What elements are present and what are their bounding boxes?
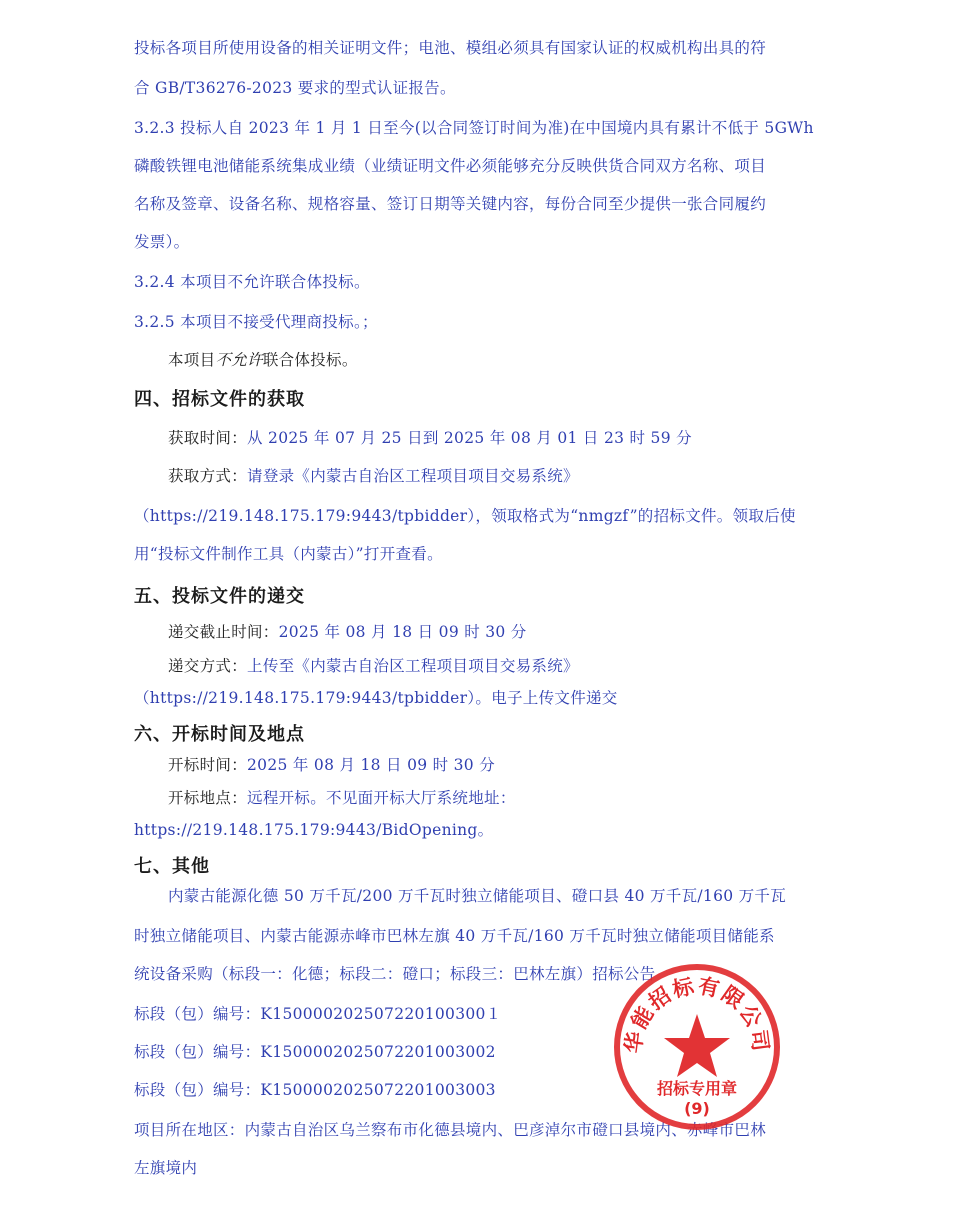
field-label: 获取方式： [168,467,248,485]
seal-sub-text: 招标专用章 [656,1079,738,1098]
text-line: 投标各项目所使用设备的相关证明文件；电池、模组必须具有国家认证的权威机构出具的符 [134,39,767,57]
section-heading-5: 五、投标文件的递交 [134,586,305,607]
text-line: （https://219.148.175.179:9443/tpbidder）。电子上传文件递交 [134,689,618,707]
field-value: 2025 年 08 月 18 日 09 时 30 分 [247,756,495,774]
text-line: 用“投标文件制作工具（内蒙古）”打开查看。 [134,545,443,563]
text-line [168,622,527,642]
text-line [168,350,358,370]
text-fragment: 本项目 [168,351,216,369]
text-line: 合 GB/T36276-2023 要求的型式认证报告。 [134,79,456,97]
field-label: 获取时间： [168,429,248,447]
text-line: 时独立储能项目、内蒙古能源赤峰市巴林左旗 40 万千瓦/160 万千瓦时独立储能项目储能系 [134,927,775,945]
field-label: 开标时间： [168,756,248,774]
field-label: 开标地点： [168,789,248,807]
text-fragment: 联合体投标。 [262,351,358,369]
text-line [168,788,516,808]
official-seal [612,962,782,1132]
text-line: 名称及签章、设备名称、规格容量、签订日期等关键内容，每份合同至少提供一张合同履约 [134,195,767,213]
text-line [168,755,495,775]
section-heading-7: 七、其他 [134,856,210,877]
field-label: 递交截止时间： [168,623,279,641]
text-line [168,466,579,486]
field-value: 上传至《内蒙古自治区工程项目项目交易系统》 [247,657,579,675]
star-icon [664,1014,730,1077]
section-heading-4: 四、招标文件的获取 [134,389,305,410]
text-line: 左旗境内 [134,1159,198,1177]
text-line: 项目所在地区：内蒙古自治区乌兰察布市化德县境内、巴彦淖尔市磴口县境内、赤峰市巴林 [134,1121,767,1139]
text-line: 3.2.4 本项目不允许联合体投标。 [134,273,370,291]
text-line: 发票）。 [134,233,190,251]
text-line: （https://219.148.175.179:9443/tpbidder），领取格式为“nmgzf”的招标文件。领取后使 [134,507,796,525]
field-value: 请登录《内蒙古自治区工程项目项目交易系统》 [247,467,579,485]
text-line [168,428,692,448]
text-line: 3.2.5 本项目不接受代理商投标。； [134,313,378,331]
text-line: 内蒙古能源化德 50 万千瓦/200 万千瓦时独立储能项目、磴口县 40 万千瓦/160 万千瓦 [168,887,787,905]
lot-number: 标段（包）编号：K1500002025072201003002 [134,1043,496,1061]
lot-number: 标段（包）编号：K150000202507220100300１ [134,1005,502,1023]
field-label: 递交方式： [168,657,248,675]
text-line: 磷酸铁锂电池储能系统集成业绩（业绩证明文件必须能够充分反映供货合同双方名称、项目 [134,157,767,175]
text-line [168,656,579,676]
field-value: 远程开标。不见面开标大厅系统地址： [247,789,516,807]
text-line: 统设备采购（标段一：化德；标段二：磴口；标段三：巴林左旗）招标公告 [134,965,656,983]
lot-number: 标段（包）编号：K1500002025072201003003 [134,1081,496,1099]
field-value: 从 2025 年 07 月 25 日到 2025 年 08 月 01 日 23 时 59 分 [247,429,692,447]
seal-org-text: 华能招标有限公司 [621,973,773,1055]
url-text: https://219.148.175.179:9443/BidOpening。 [134,821,494,839]
seal-num-text: (9) [684,1099,710,1118]
field-value: 2025 年 08 月 18 日 09 时 30 分 [278,623,527,641]
italic-fragment: 不允许 [215,351,263,369]
section-heading-6: 六、开标时间及地点 [134,724,305,745]
text-line: 3.2.3 投标人自 2023 年 1 月 1 日至今(以合同签订时间为准)在中国境内具有累计不低于 5GWh [134,119,814,137]
